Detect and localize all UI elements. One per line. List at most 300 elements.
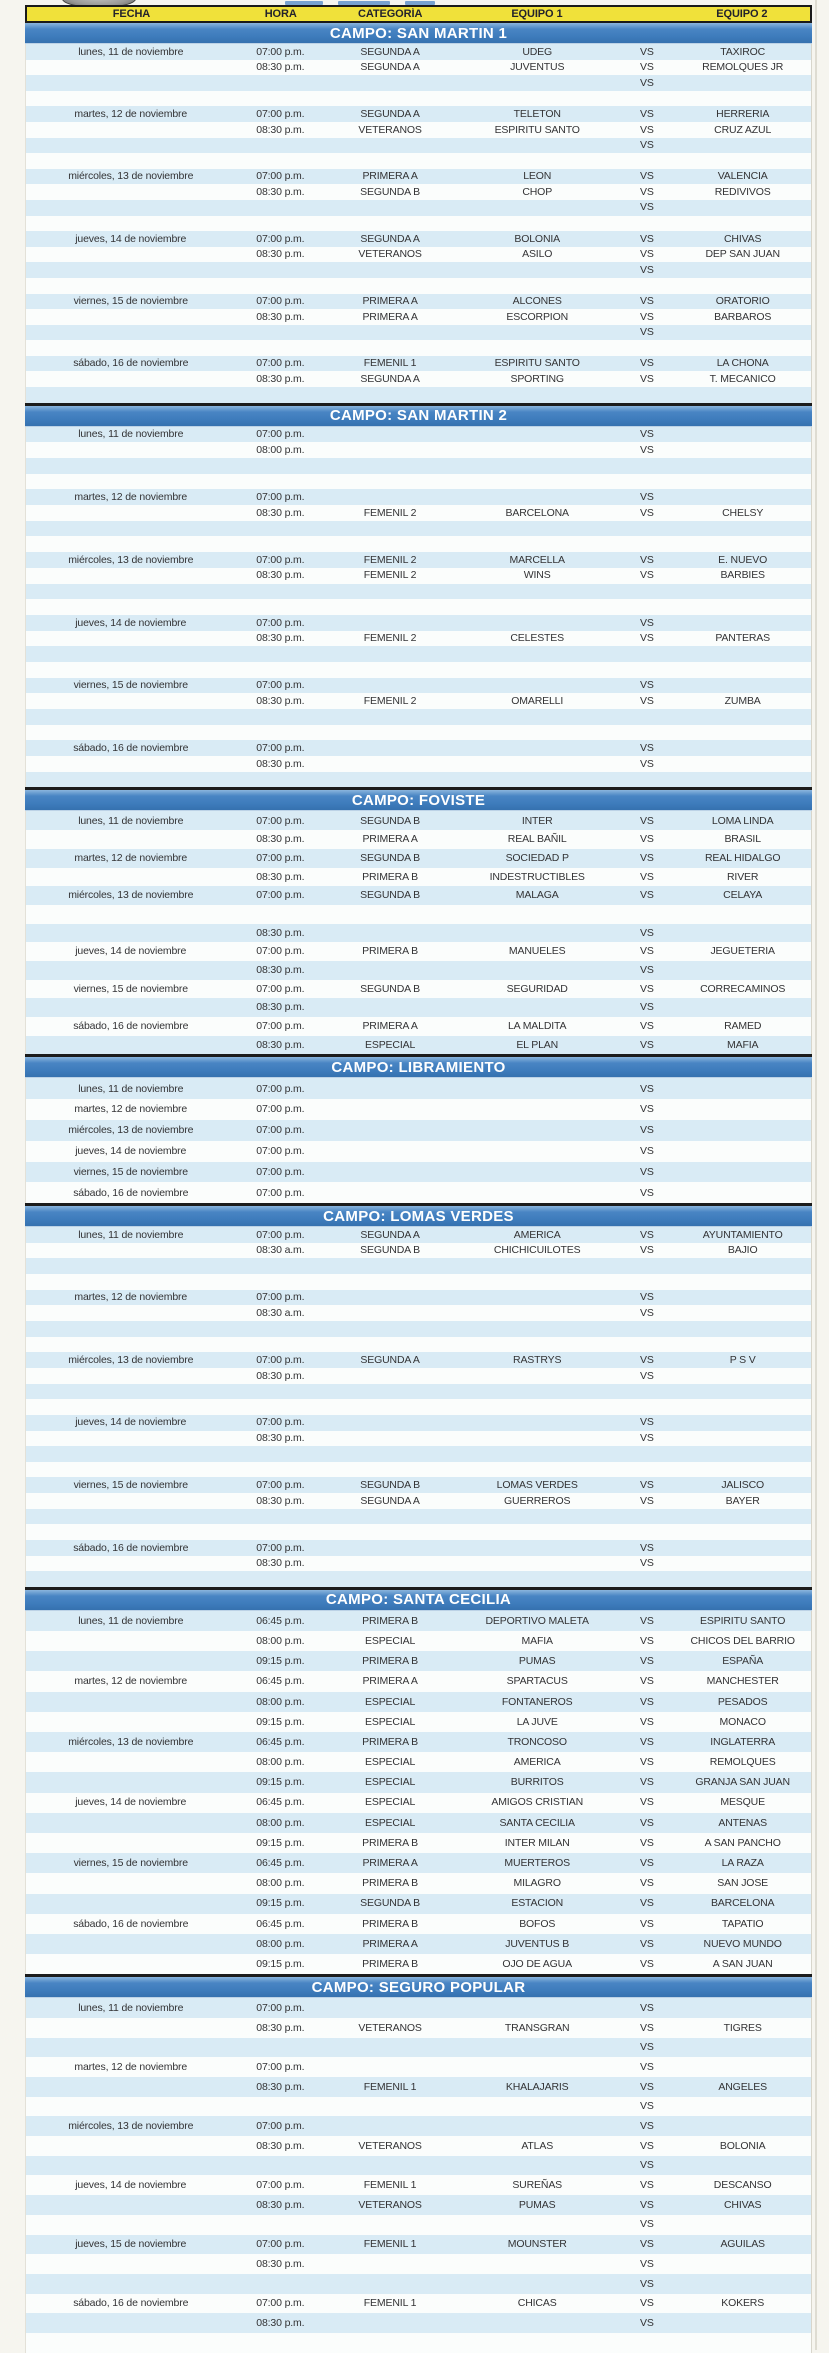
schedule-row: [26, 1732, 811, 1752]
schedule-row: [26, 1914, 811, 1934]
cell-vs: VS: [640, 632, 654, 645]
schedule-row: [26, 1631, 811, 1651]
cell-categoria: PRIMERA A: [362, 170, 418, 183]
schedule-row: [26, 75, 811, 91]
schedule-row: [26, 1493, 811, 1509]
schedule-row: [26, 1243, 811, 1259]
schedule-row: [26, 2294, 811, 2314]
cell-hora: 06:45 p.m.: [256, 1735, 305, 1748]
schedule-row: [26, 122, 811, 138]
cell-fecha: martes, 12 de noviembre: [74, 1291, 188, 1304]
schedule-row: [26, 489, 811, 505]
cell-categoria: SEGUNDA B: [360, 889, 421, 902]
cell-categoria: PRIMERA B: [362, 1836, 418, 1849]
schedule-row: [26, 756, 811, 772]
cell-categoria: ESPECIAL: [364, 1776, 416, 1789]
cell-hora: 07:00 p.m.: [256, 1020, 305, 1033]
schedule-row: [26, 536, 811, 552]
schedule-row: [26, 2195, 811, 2215]
cell-equipo-2: REDIVIVOS: [714, 185, 771, 198]
schedule-row: [26, 1384, 811, 1400]
cell-equipo-2: MONACO: [719, 1715, 766, 1728]
cell-vs: VS: [640, 1291, 654, 1304]
cell-equipo-2: MANCHESTER: [706, 1675, 779, 1688]
schedule-sections: [25, 23, 812, 2353]
cell-hora: 06:45 p.m.: [256, 1857, 305, 1870]
cell-hora: 07:00 p.m.: [256, 428, 305, 441]
cell-hora: 06:45 p.m.: [256, 1917, 305, 1930]
cell-equipo-1: UDEG: [522, 45, 553, 58]
cell-categoria: PRIMERA A: [362, 1937, 418, 1950]
cell-categoria: ESPECIAL: [364, 1796, 416, 1809]
schedule-row: [26, 725, 811, 741]
section-title: CAMPO: LOMAS VERDES: [323, 1207, 514, 1225]
schedule-row: [26, 830, 811, 849]
section-title: CAMPO: LIBRAMIENTO: [331, 1058, 506, 1076]
cell-equipo-1: TRANSGRAN: [504, 2021, 570, 2034]
cell-hora: 07:00 p.m.: [256, 1291, 305, 1304]
schedule-row: [26, 1399, 811, 1415]
schedule-row: [26, 184, 811, 200]
schedule-row: [26, 1671, 811, 1691]
cell-vs: VS: [640, 1038, 654, 1051]
section-rows: [25, 1078, 812, 1203]
cell-vs: VS: [640, 1244, 654, 1257]
cell-hora: 08:00 p.m.: [256, 1816, 305, 1829]
cell-vs: VS: [640, 491, 654, 503]
schedule-row: [26, 1477, 811, 1493]
cell-categoria: PRIMERA A: [362, 295, 418, 308]
cell-hora: 08:00 p.m.: [256, 1756, 305, 1769]
cell-hora: 07:00 p.m.: [256, 2179, 305, 2192]
section-title: CAMPO: SANTA CECILIA: [325, 1591, 512, 1609]
cell-hora: 08:30 p.m.: [256, 632, 305, 645]
cell-equipo-1: MOUNSTER: [507, 2238, 567, 2251]
cell-equipo-2: LOMA LINDA: [711, 814, 774, 827]
schedule-row: [26, 709, 811, 725]
cell-vs: VS: [640, 742, 654, 754]
cell-fecha: lunes, 11 de noviembre: [78, 1228, 184, 1241]
cell-hora: 08:30 p.m.: [256, 1494, 305, 1507]
schedule-row: [26, 631, 811, 647]
cell-equipo-1: ESCORPION: [506, 310, 569, 323]
cell-categoria: SEGUNDA B: [360, 1479, 421, 1491]
cell-vs: VS: [640, 263, 654, 276]
cell-hora: 07:00 p.m.: [256, 945, 305, 958]
cell-hora: 08:30 p.m.: [256, 310, 305, 323]
cell-equipo-1: BURRITOS: [510, 1776, 564, 1789]
cell-vs: VS: [640, 616, 654, 629]
cell-vs: VS: [640, 2297, 654, 2310]
schedule-row: [26, 772, 811, 788]
cell-hora: 08:30 p.m.: [256, 248, 305, 261]
cell-categoria: SEGUNDA A: [360, 61, 420, 74]
schedule-row: [26, 1712, 811, 1732]
cell-vs: VS: [640, 1796, 654, 1809]
cell-equipo-1: LEON: [523, 170, 552, 183]
cell-hora: 07:00 p.m.: [256, 1124, 305, 1137]
cell-equipo-1: SPORTING: [510, 373, 564, 386]
column-header-equipo-1: EQUIPO 1: [511, 8, 563, 20]
cell-hora: 08:30 p.m.: [256, 2021, 305, 2034]
cell-equipo-2: T. MECANICO: [709, 373, 776, 386]
cell-equipo-1: BOLONIA: [514, 232, 561, 245]
cell-hora: 09:15 p.m.: [256, 1897, 305, 1910]
cell-equipo-1: MARCELLA: [509, 553, 565, 566]
cell-categoria: ESPECIAL: [364, 1634, 416, 1647]
cell-categoria: FEMENIL 1: [363, 2297, 417, 2310]
schedule-row: [26, 1833, 811, 1853]
schedule-row: [26, 942, 811, 961]
cell-categoria: ESPECIAL: [364, 1695, 416, 1708]
cell-hora: 08:30 p.m.: [256, 2257, 305, 2270]
cell-equipo-2: CELAYA: [723, 889, 763, 902]
cell-equipo-2: P S V: [729, 1353, 756, 1366]
cell-vs: VS: [640, 833, 654, 846]
cell-fecha: viernes, 15 de noviembre: [73, 1479, 188, 1491]
cell-hora: 06:45 p.m.: [256, 1675, 305, 1688]
schedule-row: [26, 169, 811, 185]
schedule-row: [26, 2136, 811, 2156]
schedule-row: [26, 1540, 811, 1556]
cell-vs: VS: [640, 2120, 654, 2133]
cell-fecha: viernes, 15 de noviembre: [73, 295, 188, 308]
cell-hora: 07:00 p.m.: [256, 1165, 305, 1178]
cell-equipo-2: ZUMBA: [724, 694, 761, 707]
cell-categoria: SEGUNDA B: [360, 814, 421, 827]
schedule-row: [26, 980, 811, 999]
cell-hora: 09:15 p.m.: [256, 1776, 305, 1789]
schedule-row: [26, 1998, 811, 2018]
section-rows: [25, 427, 812, 788]
schedule-row: [26, 1099, 811, 1120]
cell-fecha: jueves, 14 de noviembre: [75, 1416, 187, 1429]
schedule-row: [26, 662, 811, 678]
cell-vs: VS: [640, 1001, 654, 1014]
cell-fecha: martes, 12 de noviembre: [74, 1103, 188, 1116]
cell-hora: 09:15 p.m.: [256, 1836, 305, 1849]
cell-hora: 07:00 p.m.: [256, 1479, 305, 1491]
cell-equipo-1: ATLAS: [521, 2139, 554, 2152]
cell-categoria: FEMENIL 2: [363, 553, 417, 566]
cell-vs: VS: [640, 1369, 654, 1382]
cell-hora: 07:00 p.m.: [256, 982, 305, 995]
schedule-row: [26, 811, 811, 830]
cell-vs: VS: [640, 2159, 654, 2172]
cell-hora: 06:45 p.m.: [256, 1796, 305, 1809]
cell-equipo-2: ESPAÑA: [722, 1655, 764, 1668]
cell-vs: VS: [640, 2139, 654, 2152]
cell-hora: 07:00 p.m.: [256, 742, 305, 754]
cell-vs: VS: [640, 1165, 654, 1178]
schedule-row: [26, 2254, 811, 2274]
schedule-row: [26, 961, 811, 980]
cell-equipo-1: LOMAS VERDES: [496, 1479, 578, 1491]
schedule-row: [26, 2116, 811, 2136]
schedule-row: [26, 458, 811, 474]
cell-categoria: SEGUNDA A: [360, 1228, 420, 1241]
section-title: CAMPO: SAN MARTIN 1: [329, 24, 508, 42]
schedule-row: [26, 505, 811, 521]
cell-categoria: SEGUNDA B: [360, 982, 421, 995]
schedule-row: [26, 2274, 811, 2294]
cell-vs: VS: [640, 2198, 654, 2211]
cell-hora: 07:00 p.m.: [256, 1541, 305, 1554]
cell-equipo-1: CHICAS: [517, 2297, 557, 2310]
schedule-row: [26, 599, 811, 615]
schedule-row: [26, 200, 811, 216]
cell-fecha: jueves, 14 de noviembre: [75, 1144, 187, 1157]
schedule-sheet: [25, 5, 812, 2353]
cell-categoria: ESPECIAL: [364, 1816, 416, 1829]
cell-equipo-1: CHICHICUILOTES: [493, 1244, 581, 1257]
schedule-row: [26, 1446, 811, 1462]
cell-hora: 08:30 p.m.: [256, 964, 305, 977]
cell-categoria: SEGUNDA A: [360, 107, 420, 120]
cell-vs: VS: [640, 1917, 654, 1930]
cell-categoria: PRIMERA B: [362, 1614, 418, 1627]
cell-fecha: sábado, 16 de noviembre: [73, 1186, 189, 1199]
cell-equipo-1: GUERREROS: [504, 1494, 571, 1507]
column-header-categoria: CATEGORÍA: [358, 8, 423, 20]
cell-hora: 08:30 p.m.: [256, 926, 305, 939]
cell-equipo-1: BARCELONA: [505, 506, 569, 519]
cell-equipo-1: AMERICA: [513, 1228, 561, 1241]
cell-vs: VS: [640, 2021, 654, 2034]
schedule-row: [26, 1162, 811, 1183]
cell-equipo-1: JUVENTUS: [510, 61, 565, 74]
schedule-row: [26, 153, 811, 169]
cell-equipo-2: INGLATERRA: [710, 1735, 776, 1748]
cell-equipo-2: CHELSY: [722, 506, 764, 519]
cell-vs: VS: [640, 185, 654, 198]
section-title: CAMPO: SEGURO POPULAR: [311, 1978, 526, 1996]
cell-vs: VS: [640, 1937, 654, 1950]
cell-fecha: jueves, 14 de noviembre: [75, 232, 187, 245]
cell-categoria: PRIMERA B: [362, 870, 418, 883]
cell-fecha: sábado, 16 de noviembre: [73, 742, 189, 754]
cell-hora: 07:00 p.m.: [256, 2120, 305, 2133]
schedule-row: [26, 442, 811, 458]
cell-vs: VS: [640, 814, 654, 827]
cell-equipo-2: CRUZ AZUL: [714, 123, 772, 136]
section-rows: [25, 1998, 812, 2352]
cell-equipo-2: TAPATIO: [721, 1917, 764, 1930]
schedule-row: [26, 1337, 811, 1353]
schedule-row: [26, 356, 811, 372]
cell-equipo-1: DEPORTIVO MALETA: [485, 1614, 589, 1627]
cell-hora: 07:00 p.m.: [256, 170, 305, 183]
section-title: CAMPO: FOVISTE: [351, 791, 486, 809]
schedule-row: [26, 1017, 811, 1036]
cell-hora: 08:30 p.m.: [256, 373, 305, 386]
cell-vs: VS: [640, 1082, 654, 1095]
cell-vs: VS: [640, 248, 654, 261]
cell-hora: 08:30 p.m.: [256, 833, 305, 846]
cell-hora: 09:15 p.m.: [256, 1957, 305, 1970]
schedule-row: [26, 693, 811, 709]
cell-categoria: FEMENIL 1: [363, 357, 417, 370]
schedule-row: [26, 294, 811, 310]
cell-hora: 08:00 p.m.: [256, 1695, 305, 1708]
cell-equipo-2: TIGRES: [723, 2021, 762, 2034]
schedule-row: [26, 1524, 811, 1540]
cell-vs: VS: [640, 1655, 654, 1668]
schedule-row: [26, 1274, 811, 1290]
cell-hora: 08:30 p.m.: [256, 2139, 305, 2152]
cell-hora: 08:30 p.m.: [256, 123, 305, 136]
schedule-row: [26, 216, 811, 232]
schedule-row: [26, 1853, 811, 1873]
cell-vs: VS: [640, 889, 654, 902]
schedule-row: [26, 1813, 811, 1833]
cell-equipo-2: CORRECAMINOS: [700, 982, 786, 995]
section-title-band: [25, 1206, 812, 1227]
cell-equipo-1: INTER MILAN: [504, 1836, 570, 1849]
cell-hora: 08:30 p.m.: [256, 2316, 305, 2329]
cell-equipo-2: ANGELES: [718, 2080, 767, 2093]
cell-vs: VS: [640, 310, 654, 323]
cell-vs: VS: [640, 2100, 654, 2113]
cell-fecha: sábado, 16 de noviembre: [73, 357, 189, 370]
schedule-row: [26, 678, 811, 694]
schedule-row: [26, 2313, 811, 2333]
cell-vs: VS: [640, 1186, 654, 1199]
schedule-row: [26, 1772, 811, 1792]
cell-equipo-2: HERRERIA: [716, 107, 770, 120]
schedule-row: [26, 1651, 811, 1671]
schedule-row: [26, 1415, 811, 1431]
cell-categoria: SEGUNDA A: [360, 1353, 420, 1366]
cell-equipo-1: BOFOS: [519, 1917, 556, 1930]
cell-equipo-2: REAL HIDALGO: [704, 851, 781, 864]
schedule-row: [26, 1556, 811, 1572]
cell-equipo-2: GRANJA SAN JUAN: [695, 1776, 790, 1789]
cell-hora: 08:30 a.m.: [256, 1244, 305, 1257]
cell-fecha: miércoles, 13 de noviembre: [68, 2120, 194, 2133]
schedule-row: [26, 2215, 811, 2235]
cell-equipo-2: RAMED: [724, 1020, 762, 1033]
cell-hora: 07:00 p.m.: [256, 1416, 305, 1429]
cell-fecha: viernes, 15 de noviembre: [73, 982, 188, 995]
cell-vs: VS: [640, 45, 654, 58]
scan-streak-artifact: [815, 0, 817, 2350]
cell-hora: 08:30 p.m.: [256, 2080, 305, 2093]
schedule-row: [26, 1692, 811, 1712]
cell-equipo-2: DESCANSO: [713, 2179, 772, 2192]
cell-vs: VS: [640, 1124, 654, 1137]
cell-fecha: miércoles, 13 de noviembre: [68, 1124, 194, 1137]
schedule-row: [26, 1431, 811, 1447]
cell-equipo-2: AYUNTAMIENTO: [702, 1228, 783, 1241]
cell-vs: VS: [640, 232, 654, 245]
cell-vs: VS: [640, 2277, 654, 2290]
cell-hora: 08:30 p.m.: [256, 569, 305, 582]
cell-equipo-1: MALAGA: [515, 889, 559, 902]
section-title-band: [25, 790, 812, 811]
schedule-row: [26, 1120, 811, 1141]
cell-vs: VS: [640, 357, 654, 370]
cell-hora: 07:00 p.m.: [256, 1082, 305, 1095]
schedule-row: [26, 231, 811, 247]
cell-fecha: jueves, 14 de noviembre: [75, 1796, 187, 1809]
schedule-row: [26, 1462, 811, 1478]
cell-equipo-2: KOKERS: [721, 2297, 765, 2310]
section-libramiento: [25, 1054, 812, 1203]
cell-vs: VS: [640, 2238, 654, 2251]
cell-categoria: PRIMERA A: [362, 1675, 418, 1688]
column-header-hora: HORA: [264, 8, 297, 20]
cell-categoria: PRIMERA B: [362, 945, 418, 958]
cell-categoria: SEGUNDA A: [360, 232, 420, 245]
cell-equipo-1: ESTACION: [511, 1897, 564, 1910]
section-seguro-popular: [25, 1974, 812, 2352]
schedule-row: [26, 2038, 811, 2058]
cell-fecha: jueves, 14 de noviembre: [75, 945, 187, 958]
cell-categoria: PRIMERA A: [362, 1857, 418, 1870]
cell-equipo-2: REMOLQUES: [709, 1756, 776, 1769]
schedule-row: [26, 427, 811, 443]
column-header-fecha: FECHA: [112, 8, 151, 20]
schedule-row: [26, 521, 811, 537]
schedule-row: [26, 1352, 811, 1368]
schedule-row: [26, 2235, 811, 2255]
cell-categoria: ESPECIAL: [364, 1756, 416, 1769]
schedule-row: [26, 1036, 811, 1055]
section-title-band: [25, 23, 812, 44]
cell-hora: 07:00 p.m.: [256, 2060, 305, 2073]
schedule-row: [26, 2018, 811, 2038]
schedule-row: [26, 2057, 811, 2077]
cell-equipo-1: ESPIRITU SANTO: [494, 357, 580, 370]
cell-vs: VS: [640, 123, 654, 136]
cell-fecha: lunes, 11 de noviembre: [78, 428, 184, 441]
schedule-row: [26, 247, 811, 263]
cell-equipo-2: CHICOS DEL BARRIO: [690, 1634, 795, 1647]
cell-equipo-1: LA MALDITA: [507, 1020, 567, 1033]
cell-categoria: ESPECIAL: [364, 1038, 416, 1051]
cell-categoria: SEGUNDA A: [360, 45, 420, 58]
cell-fecha: jueves, 15 de noviembre: [75, 2238, 187, 2251]
cell-vs: VS: [640, 851, 654, 864]
schedule-row: [26, 568, 811, 584]
cell-vs: VS: [640, 428, 654, 441]
cell-hora: 08:00 p.m.: [256, 443, 305, 456]
section-title-band: [25, 1590, 812, 1611]
cell-hora: 07:00 p.m.: [256, 679, 305, 692]
schedule-row: [26, 2097, 811, 2117]
cell-equipo-2: BARBIES: [720, 569, 765, 582]
cell-equipo-1: ALCONES: [512, 295, 562, 308]
cell-categoria: FEMENIL 2: [363, 506, 417, 519]
schedule-row: [26, 1752, 811, 1772]
cell-hora: 07:00 p.m.: [256, 45, 305, 58]
schedule-row: [26, 1509, 811, 1525]
cell-fecha: sábado, 16 de noviembre: [73, 1541, 189, 1554]
cell-equipo-1: MANUELES: [508, 945, 566, 958]
cell-hora: 07:00 p.m.: [256, 2001, 305, 2014]
cell-fecha: miércoles, 13 de noviembre: [68, 889, 194, 902]
cell-vs: VS: [640, 964, 654, 977]
cell-hora: 07:00 p.m.: [256, 2297, 305, 2310]
cell-equipo-2: VALENCIA: [717, 170, 768, 183]
schedule-row: [26, 905, 811, 924]
cell-categoria: FEMENIL 2: [363, 569, 417, 582]
cell-vs: VS: [640, 945, 654, 958]
schedule-row: [26, 1258, 811, 1274]
cell-vs: VS: [640, 1144, 654, 1157]
cell-equipo-2: DEP SAN JUAN: [705, 248, 780, 261]
